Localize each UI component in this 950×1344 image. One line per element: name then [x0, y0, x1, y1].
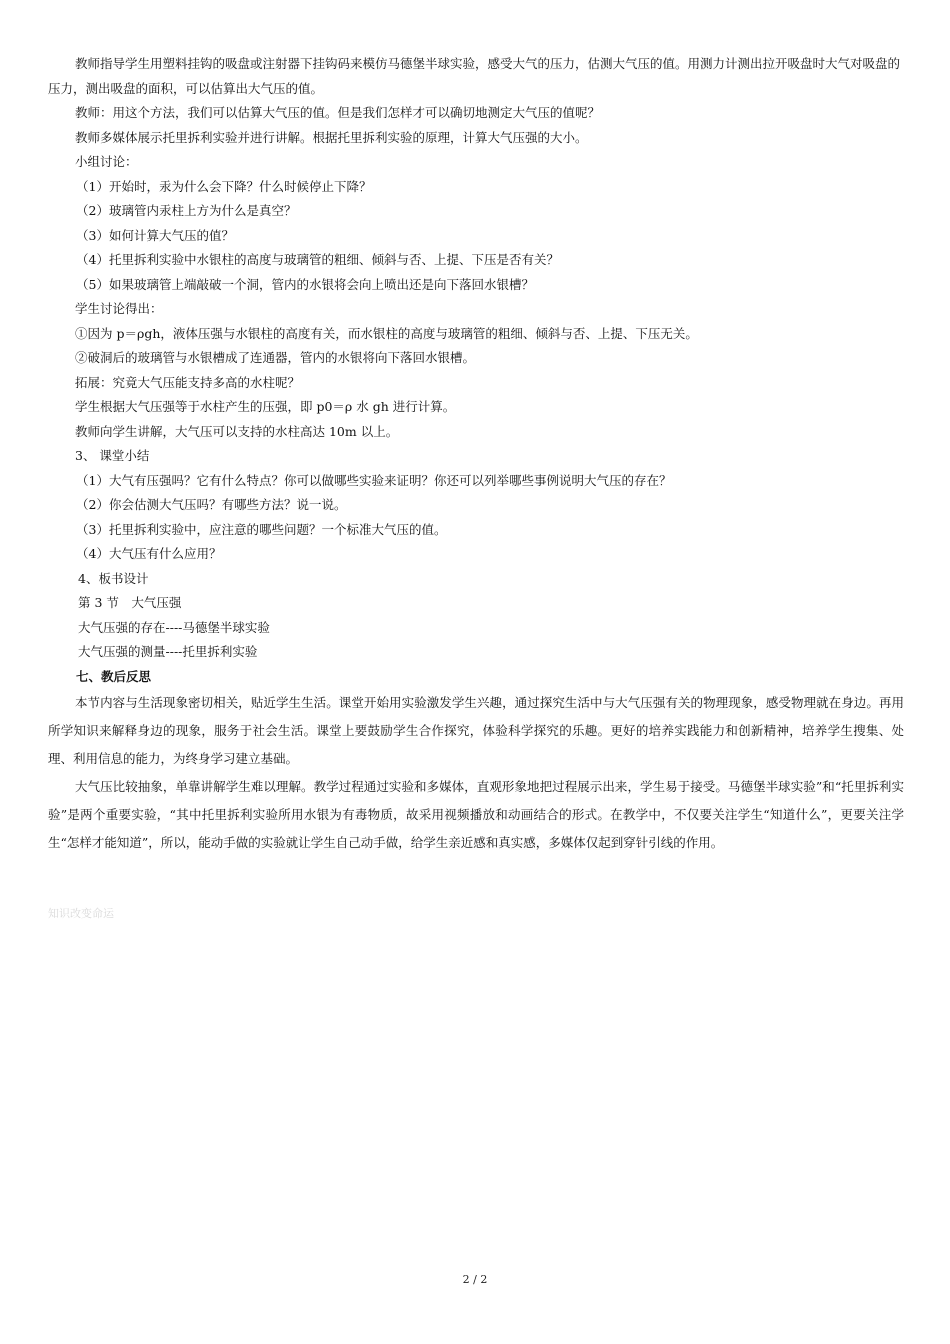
paragraph-teacher-explain: 教师向学生讲解，大气压可以支持的水柱高达 10m 以上。 [75, 423, 399, 439]
paragraph-teacher-question: 教师：用这个方法，我们可以估算大气压的值。但是我们怎样才可以确切地测定大气压的值呢？ [75, 105, 601, 120]
summary-item-3: （3）托里拆利实验中，应注意的哪些问题？一个标准大气压的值。 [76, 521, 447, 537]
document-body [48, 52, 904, 857]
section-board-design-heading: 4、板书设计 [78, 570, 149, 586]
reflection-paragraph-2: 大气压比较抽象，单靠讲解学生难以理解。教学过程通过实验和多媒体，直观形象地把过程展示出来，学生易于接受。马德堡半球实验”和“托里拆利实验”是两个重要实验，“其中托里拆利实验所用水银为有毒物质，故采用视频播放和动画结合的形式。在教学中，不仅要关注学生“知道什么”，更要关注学生“怎样才能知道”，所以，能动手做的实验就让学生自己动手做，给学生亲近感和真实感，多媒体仅起到穿针引线的作用。 [48, 779, 904, 850]
board-title: 第 3 节 大气压强 [78, 595, 182, 610]
board-line-1: 大气压强的存在----马德堡半球实验 [78, 619, 270, 635]
board-line-2: 大气压强的测量----托里拆利实验 [78, 644, 258, 659]
discussion-item-4: （4）托里拆利实验中水银柱的高度与玻璃管的粗细、倾斜与否、上提、下压是否有关？ [76, 252, 559, 267]
paragraph-multimedia: 教师多媒体展示托里拆利实验并进行讲解。根据托里拆利实验的原理，计算大气压强的大小。 [75, 129, 588, 145]
conclusion-item-2: ②破洞后的玻璃管与水银槽成了连通器，管内的水银将向下落回水银槽。 [75, 350, 476, 365]
section-reflection-heading: 七、教后反思 [76, 668, 152, 684]
paragraph-teacher-guide: 教师指导学生用塑料挂钩的吸盘或注射器下挂钩码来模仿马德堡半球实验，感受大气的压力，估测大气压的值。用测力计测出拉开吸盘时大气对吸盘的压力，测出吸盘的面积，可以估算出大气压的值。 [48, 56, 901, 96]
paragraph-student-calc: 学生根据大气压强等于水柱产生的压强，即 p0＝ρ 水 gh 进行计算。 [75, 399, 456, 414]
discussion-item-2: （2）玻璃管内汞柱上方为什么是真空？ [76, 203, 297, 218]
summary-item-4: （4）大气压有什么应用？ [76, 546, 222, 561]
summary-item-1: （1）大气有压强吗？它有什么特点？你可以做哪些实验来证明？你还可以列举哪些事例说明大气压的存在？ [76, 472, 672, 488]
summary-item-2: （2）你会估测大气压吗？有哪些方法？说一说。 [76, 497, 347, 512]
discussion-item-3: （3）如何计算大气压的值？ [76, 227, 234, 243]
paragraph-group-discussion: 小组讨论： [75, 154, 138, 169]
paragraph-student-conclusion: 学生讨论得出： [75, 301, 163, 316]
paragraph-extension: 拓展：究竟大气压能支持多高的水柱呢？ [75, 374, 301, 390]
conclusion-item-1: ①因为 p＝ρgh，液体压强与水银柱的高度有关，而水银柱的高度与玻璃管的粗细、倾斜与否、上提、下压无关。 [75, 325, 698, 341]
page-number: 2 / 2 [462, 1273, 488, 1286]
watermark-text: 知识改变命运 [48, 907, 114, 920]
section-summary-heading: 3、 课堂小结 [75, 448, 150, 463]
discussion-item-1: （1）开始时，汞为什么会下降？什么时候停止下降？ [76, 178, 372, 194]
reflection-paragraph-1: 本节内容与生活现象密切相关，贴近学生生活。课堂开始用实验激发学生兴趣，通过探究生活中与大气压强有关的物理现象，感受物理就在身边。再用所学知识来解释身边的现象，服务于社会生活。课堂上要鼓励学生合作探究，体验科学探究的乐趣。更好的培养实践能力和创新精神，培养学生搜集、处理、利用信息的能力，为终身学习建立基础。 [48, 695, 904, 766]
discussion-item-5: （5）如果玻璃管上端敲破一个洞，管内的水银将会向上喷出还是向下落回水银槽？ [76, 276, 534, 292]
